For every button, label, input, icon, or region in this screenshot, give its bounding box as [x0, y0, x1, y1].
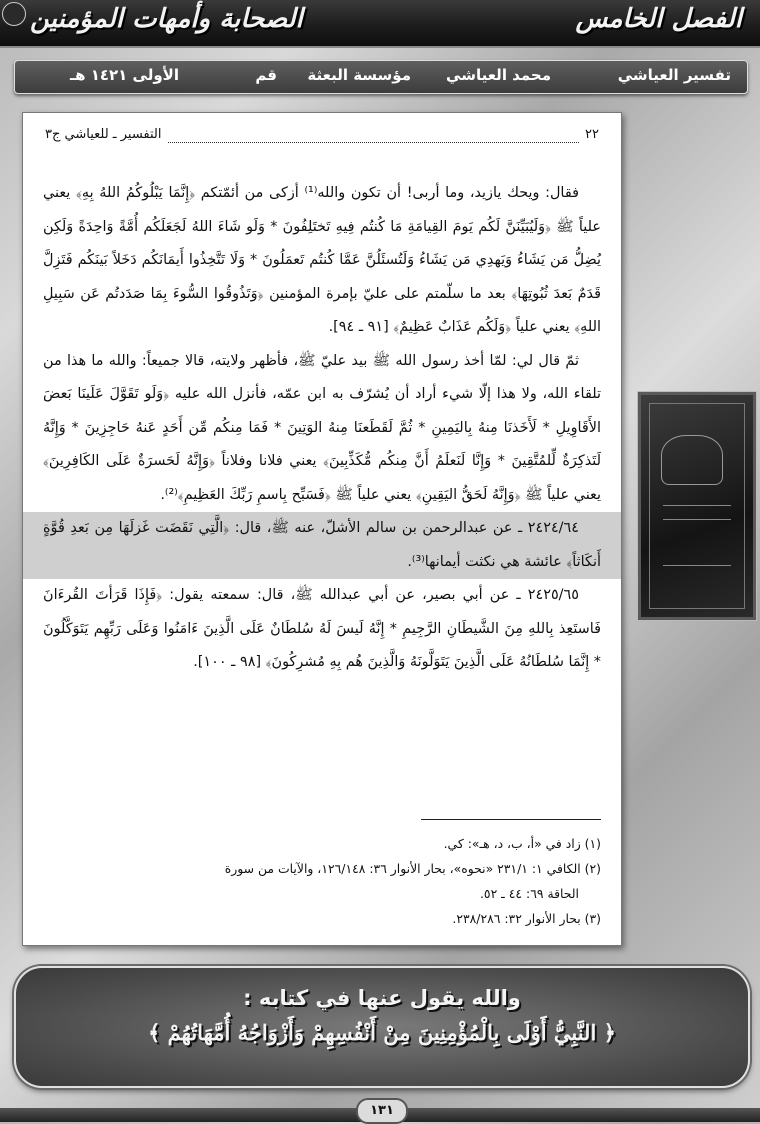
book-info-bar: [14, 60, 748, 94]
page-number: ١٣١: [356, 1098, 408, 1124]
quote-intro: والله يقول عنها في كتابه :: [243, 986, 521, 1010]
footnote-3: (٣) بحار الأنوار ٣٢: ٢٣٨/٢٨٦.: [452, 911, 601, 926]
cover-line: [663, 519, 731, 520]
footnotes: [43, 831, 601, 931]
book-cover-image: [638, 392, 756, 620]
publisher-name: مؤسسة البعثة: [307, 66, 411, 84]
chapter-title: الفصل الخامس: [575, 4, 742, 34]
cover-line: [663, 565, 731, 566]
city-name: قم: [255, 66, 277, 84]
cover-emblem-icon: [661, 435, 723, 485]
footnote-rule: [421, 819, 601, 820]
page-num-top: ٢٢: [585, 127, 599, 142]
footnote-2-cont: الحاقة ٦٩: ٤٤ ـ ٥٢.: [479, 886, 579, 901]
section-title: الصحابة وأمهات المؤمنين: [30, 4, 303, 34]
running-head: [45, 127, 599, 149]
body-text: [43, 177, 601, 680]
cover-frame: [649, 403, 745, 609]
quote-banner: [14, 966, 750, 1088]
footnote-1: (١) زاد في «أ، ب، د، هـ»: كي.: [443, 836, 601, 851]
footnote-2: (٢) الكافي ١: ٢٣١/١ «نحوه»، بحار الأنوار ٣٦: ١٢٦/١٤٨، والآيات من سورة: [224, 861, 601, 876]
author-name: محمد العياشي: [446, 66, 551, 84]
emblem-icon: [2, 2, 26, 26]
paragraph-1: فقال: ويحك يازيد، وما أربى! أن تكون والله⁽¹⁾ أزكى من أئمّتكم ﴿إِنَّمَا يَبْلُوكُمُ اللهُ بِهِ﴾ يعني علياً ﷺ ﴿وَلَيُبَيِّنَنَّ لَكُم يَومَ القِيامَةِ مَا كُنتُم فِيهِ تَختَلِفُونَ * وَلَو شَاءَ اللهُ لَجَعَلَكُم أُمَّةً وَاحِدَةً وَلَكِن يُضِلُّ مَن يَشَاءُ وَيَهدِي مَن يَشَاءُ وَلَتُسئَلُنَّ عَمَّا كُنتُم تَعمَلُونَ * وَلَا تَتَّخِذُوا أَيمَانَكُم دَخَلاً بَينَكُم فَتَزِلَّ قَدَمٌ بَعدَ ثُبُوتِهَا﴾ بعد ما سلّمتم على عليّ بإمرة المؤمنين ﴿وَتَذُوقُوا السُّوءَ بِمَا صَدَدتُم عَن سَبِيلِ اللهِ﴾ يعني علياً ﴿وَلَكُم عَذَابٌ عَظِيمٌ﴾ [٩١ ـ ٩٤].: [43, 185, 601, 335]
book-name: تفسير العياشي: [617, 66, 731, 84]
edition-info: الأولى ١٤٢١ هـ: [69, 66, 179, 84]
dotted-leader: [168, 127, 580, 143]
highlighted-paragraph: ٢٤٢٤/٦٤ ـ عن عبدالرحمن بن سالم الأشلّ، عنه ﷺ، قال: ﴿الَّتِي نَقَضَت غَزلَهَا مِن بَعدِ قُوَّةٍ أَنكَاثاً﴾ عائشة هي نكثت أيمانها⁽³⁾.: [23, 512, 621, 579]
cover-line: [663, 505, 731, 506]
paragraph-3: ٢٤٢٥/٦٥ ـ عن أبي بصير، عن أبي عبدالله ﷺ، قال: سمعته يقول: ﴿فَإِذَا قَرَأتَ القُرءَانَ فَاستَعِذ بِاللهِ مِنَ الشَّيطَانِ الرَّجِيمِ * إِنَّهُ لَيسَ لَهُ سُلطَانٌ عَلَى الَّذِينَ ءَامَنُوا وَعَلَى رَبِّهِم يَتَوَكَّلُونَ * إِنَّمَا سُلطَانُهُ عَلَى الَّذِينَ يَتَوَلَّونَهُ وَالَّذِينَ هُم بِهِ مُشرِكُونَ﴾ [٩٨ ـ ١٠٠].: [43, 587, 601, 670]
scanned-page: [22, 112, 622, 946]
quote-verse: ﴿ النَّبِيُّ أَوْلَى بِالْمُؤْمِنِينَ مِنْ أَنْفُسِهِمْ وَأَزْوَاجُهُ أُمَّهَاتُهُمْ ﴾: [148, 1020, 616, 1045]
paragraph-2: ثمّ قال لي: لمّا أخذ رسول الله ﷺ بيد عليّ ﷺ، فأظهر ولايته، قالا جميعاً: والله ما هذا من تلقاء الله، ولا هذا إلّا شيء أراد أن يُشرّف به ابن عمّه، فأنزل الله عليه ﴿وَلَو تَقَوَّلَ عَلَينَا بَعضَ الأَقَاوِيلِ * لَأَخَذنَا مِنهُ بِاليَمِينِ * ثُمَّ لَقَطَعنَا مِنهُ الوَتِينَ * فَمَا مِنكُم مِّن أَحَدٍ عَنهُ حَاجِزِينَ * وَإِنَّهُ لَتَذكِرَةٌ لِّلمُتَّقِينَ * وَإِنَّا لَنَعلَمُ أَنَّ مِنكُم مُّكَذِّبِينَ﴾ يعني فلانا وفلاناً ﴿وَإِنَّهُ لَحَسرَةٌ عَلَى الكَافِرِينَ﴾ يعني علياً ﷺ ﴿وَإِنَّهُ لَحَقُّ اليَقِينِ﴾ يعني علياً ﷺ ﴿فَسَبِّح بِاسمِ رَبِّكَ العَظِيمِ﴾⁽²⁾.: [43, 352, 601, 503]
running-title: التفسير ـ للعياشي ج٣: [45, 127, 162, 142]
top-banner: [0, 0, 760, 48]
